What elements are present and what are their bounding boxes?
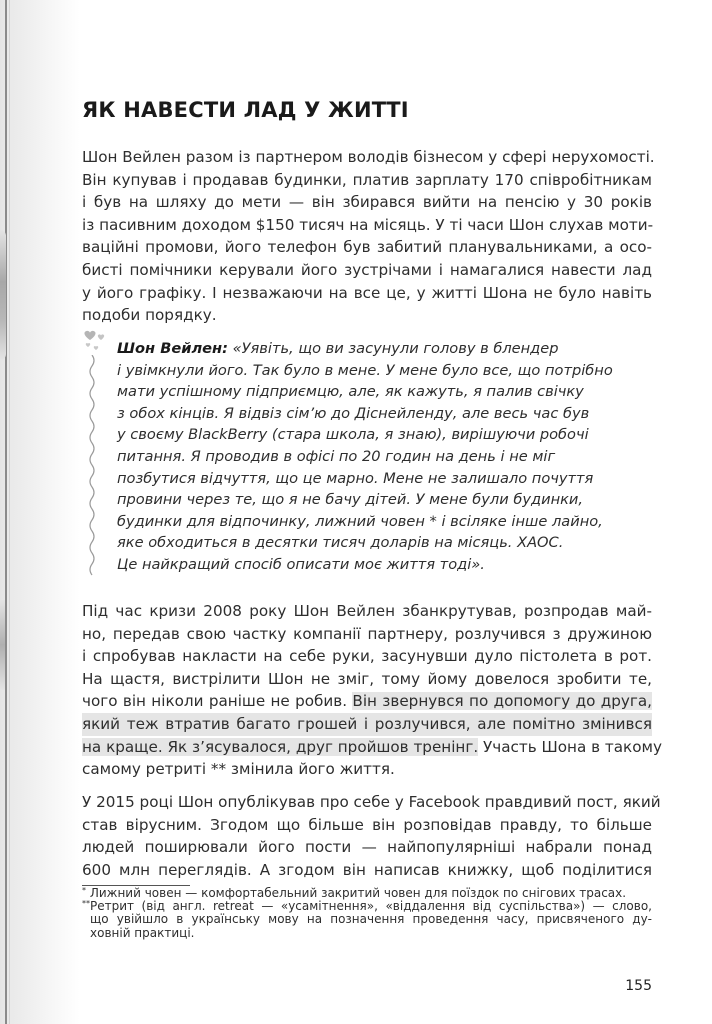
paragraph-crisis [82, 600, 662, 781]
text-line: На щастя, вистрілити Шон не зміг, тому йому довелося зробити те, [82, 669, 652, 688]
footnotes [82, 887, 652, 940]
highlighted-text[interactable]: який теж втратив багато грошей і розлучився, але помітно змінився [82, 713, 652, 736]
paragraph-intro [82, 146, 655, 327]
quote-line: провини через те, що я не бачу дітей. У мене були будинки, [117, 491, 584, 509]
quote-line: яке обходиться в десятки тисяч доларів на місяць. ХАОС. [117, 534, 564, 552]
text-line: У 2015 році Шон опублікував про себе у Facebook правдивий пост, який [82, 793, 661, 811]
text-line: 600 млн переглядів. А згодом він написав книжку, щоб поділитися [82, 860, 652, 879]
footnote-ski-boat: * Лижний човен — комфортабельний закритий човен для поїздок по снігових трасах. [82, 886, 627, 900]
quote-line: у своєму BlackBerry (стара школа, я знаю), вирішуючи робочі [117, 426, 589, 444]
facing-page-bleed-mark [0, 600, 5, 690]
text-line: подоби порядку. [82, 306, 217, 325]
text-line: Під час кризи 2008 року Шон Вейлен збанкрутував, розпродав май- [82, 602, 652, 620]
book-gutter-line [5, 0, 7, 1024]
quote-line: позбутися відчуття, що це марно. Мене не залишало почуття [117, 469, 594, 487]
text-line: на краще. Як з’ясувалося, друг пройшов тренінг. Участь Шона в такому [82, 737, 662, 756]
book-spine-shadow [0, 0, 80, 1024]
section-title: ЯК НАВЕСТИ ЛАД У ЖИТТІ [82, 98, 409, 122]
highlighted-text[interactable]: на краще. Як з’ясувалося, друг пройшов тренінг. [82, 737, 479, 756]
quote-text: «Уявіть, що ви засунули голову в блендер [227, 340, 559, 357]
quote-line: Це найкращий спосіб описати моє життя тоді». [117, 555, 485, 573]
footnote-retreat-cont: що увійшло в українську мову на позначення проведення часу, присвяченого ду- [90, 912, 652, 927]
quote-line: будинки для відпочинку, лижний човен * і всіляке інше лайно, [117, 512, 603, 530]
paragraph-facebook [82, 791, 661, 881]
text-line: самому ретриті ** змінила його життя. [82, 760, 395, 779]
quote-line: і увімкнули його. Так було в мене. У мене було все, що потрібно [117, 361, 613, 379]
highlighted-text[interactable]: Він звернувся по допомогу до друга, [352, 692, 653, 711]
page-number: 155 [625, 978, 652, 994]
hearts-icon [82, 330, 108, 352]
footnote-retreat-cont: ховній практиці. [90, 925, 195, 940]
facing-page-bleed-mark [0, 230, 6, 360]
text-line: і був на шляху до мети — він збирався вийти на пенсію у 30 років [82, 193, 652, 212]
text-line: Він купував і продавав будинки, платив зарплату 170 співробітникам [82, 170, 652, 189]
footnote-retreat: **Ретрит (від англ. retreat — «усамітнення», «віддалення від суспільства») — слово, [82, 899, 652, 914]
book-gutter-line-light [9, 0, 10, 1024]
text-line: бисті помічники керували його зустрічами і намагалися навести лад [82, 260, 652, 279]
text-line: із пасивним доходом $150 тисяч на місяць. У ті часи Шон слухав моти- [82, 215, 654, 234]
quote-first-line [117, 338, 637, 360]
quote-line: з обох кінців. Я відвіз сім’ю до Діснейленду, але весь час був [117, 404, 590, 422]
quote-line: питання. Я проводив в офісі по 20 годин на день і не міг [117, 447, 556, 465]
text-line: і спробував накласти на себе руки, засунувши дуло пістолета в рот. [82, 647, 652, 666]
text-line: чого він ніколи раніше не робив. Він звернувся по допомогу до друга, [82, 692, 653, 711]
text-line: людей поширювали його пости — найпопулярніші набрали понад [82, 838, 652, 857]
text-line: ваційні промови, його телефон був забитий планувальниками, а осо- [82, 238, 652, 257]
text-line: став вірусним. Згодом що більше він розповідав правду, то більше [82, 815, 652, 834]
text-line: у його графіку. І незважаючи на все це, у житті Шона не було навіть [82, 283, 652, 302]
quote-block [117, 338, 637, 576]
quote-speaker: Шон Вейлен: [117, 340, 228, 357]
quote-line: мати успішному підприємцю, але, як кажуть, я палив свічку [117, 383, 584, 401]
text-line: Шон Вейлен разом із партнером володів бізнесом у сфері нерухомості. [82, 148, 655, 166]
text-line: но, передав свою частку компанії партнеру, розлучився з дружиною [82, 624, 652, 643]
wavy-quote-rule [86, 355, 98, 577]
